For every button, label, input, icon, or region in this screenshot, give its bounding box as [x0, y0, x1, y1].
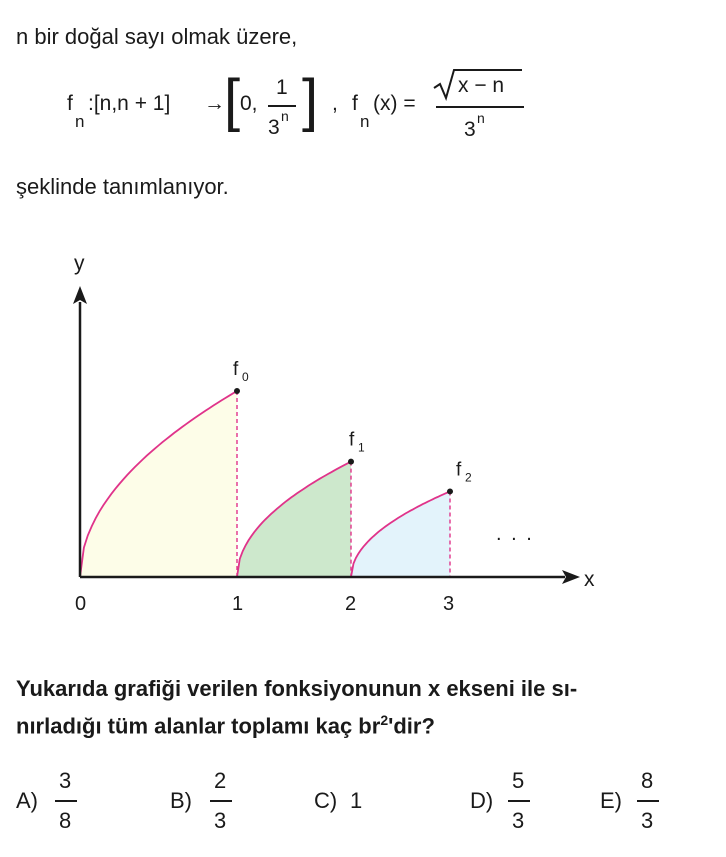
endpoint-f1: [348, 459, 354, 465]
range-exponent-n: n: [281, 108, 289, 124]
curve-label-f1: f: [349, 429, 355, 451]
x-tick-3: 3: [443, 593, 455, 615]
radicand: x − n: [458, 74, 505, 97]
range-zero: 0,: [240, 92, 258, 115]
question-superscript: 2: [380, 712, 389, 728]
fn-argument: (x) =: [373, 92, 416, 115]
endpoint-f0: [234, 388, 240, 394]
range-denominator-3: 3: [268, 116, 280, 139]
y-axis-arrow-icon: [73, 286, 87, 304]
option-a-letter: A): [16, 788, 38, 813]
x-axis-label: x: [584, 568, 595, 591]
y-axis-label: y: [74, 252, 85, 275]
ellipsis: . . .: [496, 523, 534, 545]
x-tick-2: 2: [345, 593, 357, 615]
option-e-fraction-bar: [637, 800, 659, 802]
defined-text: şeklinde tanımlanıyor.: [16, 174, 229, 199]
option-d-denominator: 3: [512, 808, 525, 833]
question-line-2-end: 'dir?: [388, 713, 435, 739]
bracket-close: ]: [302, 68, 319, 133]
option-a-numerator: 3: [59, 768, 72, 793]
curve-label-subscript-2: 2: [465, 470, 472, 485]
option-b-fraction-bar: [210, 800, 232, 802]
option-e-letter: E): [600, 788, 622, 813]
question-line-2-text: nırladığı tüm alanlar toplamı kaç br: [16, 713, 381, 739]
fn-denominator-3: 3: [464, 118, 476, 141]
curve-label-f0: f: [233, 359, 239, 380]
arrow-icon: →: [204, 92, 225, 115]
option-e-denominator: 3: [641, 808, 654, 833]
option-b-numerator: 2: [214, 768, 227, 793]
fn-subscript-n: n: [360, 112, 370, 131]
intro-text: n bir doğal sayı olmak üzere,: [16, 24, 298, 49]
option-a-fraction-bar: [55, 800, 77, 802]
fn-symbol: f: [352, 92, 358, 115]
bracket-open: [: [224, 68, 241, 133]
x-tick-1: 1: [232, 593, 244, 615]
option-b-letter: B): [170, 788, 192, 813]
option-b-denominator: 3: [214, 808, 227, 833]
option-a-denominator: 8: [59, 808, 72, 833]
fn-exponent-n: n: [477, 110, 485, 126]
f-subscript-n: n: [75, 112, 85, 131]
endpoint-f2: [447, 488, 453, 494]
curve-label-f2: f: [456, 459, 462, 481]
option-d-fraction-bar: [508, 800, 530, 802]
region-f1: [237, 462, 351, 577]
option-c-letter: C): [314, 788, 338, 813]
question-line-1: Yukarıda grafiği verilen fonksiyonunun x ekseni ile sı-: [16, 676, 578, 701]
separator-comma: ,: [332, 92, 338, 115]
curve-label-subscript-1: 1: [358, 440, 365, 455]
option-d-numerator: 5: [512, 768, 525, 793]
domain-interval: :[n,n + 1]: [88, 92, 171, 115]
option-e-numerator: 8: [641, 768, 654, 793]
x-tick-0: 0: [75, 593, 87, 615]
curve-label-subscript-0: 0: [242, 370, 249, 384]
region-f0: [80, 391, 237, 577]
region-f2: [351, 491, 450, 577]
range-numerator: 1: [276, 76, 288, 99]
fn-fraction-bar: [436, 106, 524, 108]
function-graph: [0, 240, 726, 620]
f-symbol: f: [67, 92, 73, 115]
option-d-letter: D): [470, 788, 494, 813]
question-line-2: [16, 712, 435, 739]
option-c-value: 1: [350, 788, 363, 813]
range-fraction-bar: [268, 105, 296, 107]
